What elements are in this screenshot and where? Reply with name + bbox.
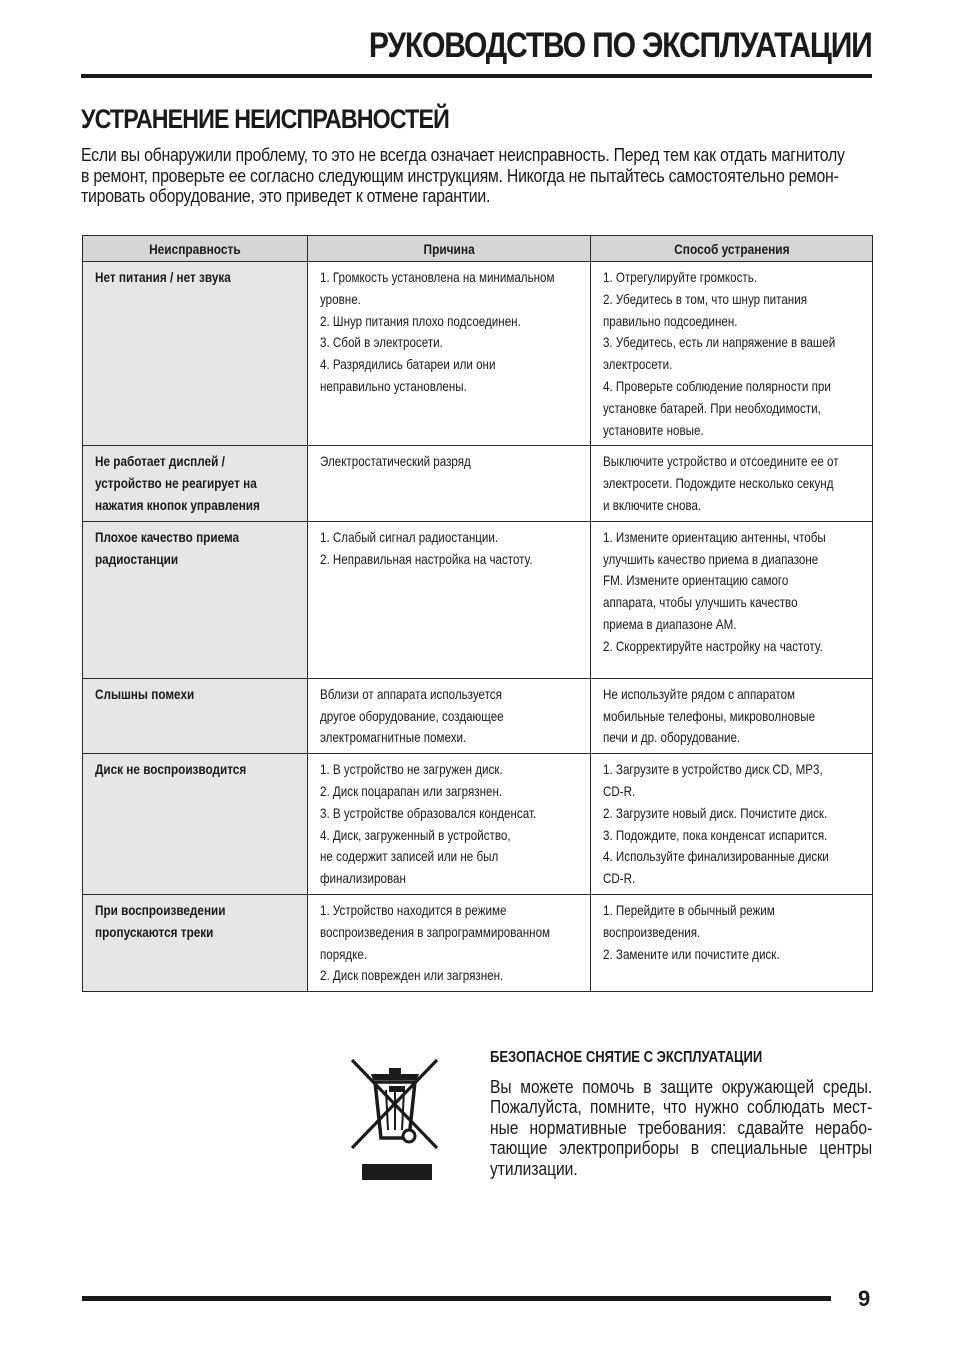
cause-cell-line: 3. Сбой в электросети. [320, 334, 443, 351]
disposal-line: Пожалуйста, помните, что нужно соблюдать мест- [490, 1096, 873, 1118]
cause-cell-line: воспроизведения в запрограммированном [320, 923, 551, 940]
cause-cell-line: 1. Устройство находится в режиме [320, 901, 507, 918]
fault-cell [83, 894, 308, 991]
fix-cell-line: электросети. Подождите несколько секунд [603, 475, 834, 492]
fix-cell-line: 4. Проверьте соблюдение полярности при [603, 377, 831, 394]
fix-cell-line: электросети. [603, 356, 673, 373]
fault-cell-line: нажатия кнопок управления [95, 496, 260, 513]
table-row [83, 754, 873, 895]
disposal-line: Вы можете помочь в защите окружающей среды. [490, 1076, 873, 1097]
fix-cell-line: FM. Измените ориентацию самого [603, 572, 789, 589]
fix-cell-line: аппарата, чтобы улучшить качество [603, 594, 798, 611]
fix-cell-line: воспроизведения. [603, 923, 701, 940]
table-header-row [83, 236, 873, 262]
fault-cell [83, 754, 308, 895]
disposal-title: БЕЗОПАСНОЕ СНЯТИЕ С ЭКСПЛУАТАЦИИ [490, 1049, 763, 1066]
fix-cell [591, 521, 873, 678]
fault-cell-line: Плохое качество приема [95, 528, 240, 545]
fault-cell [83, 678, 308, 753]
intro-line: тировать оборудование, это приведет к отмене гарантии. [81, 185, 491, 206]
cause-cell-line: 1. Слабый сигнал радиостанции. [320, 528, 499, 545]
cause-cell-line: 4. Диск, загруженный в устройство, [320, 826, 511, 843]
crossed-out-wheelie-bin-icon [349, 1056, 441, 1188]
disposal-line: ные нормативные требования: сдавайте нерабо- [490, 1116, 873, 1138]
column-header-fix: Способ устранения [591, 236, 873, 262]
cause-cell-line: 4. Разрядились батареи или они [320, 356, 496, 373]
fix-cell-line: улучшить качество приема в диапазоне [603, 550, 819, 567]
cause-cell-line: 2. Неправильная настройка на частоту. [320, 550, 533, 567]
intro-line: Если вы обнаружили проблему, то это не всегда означает неисправность. Перед тем как отдать магнитолу [81, 144, 845, 165]
disposal-paragraph [490, 1077, 872, 1179]
section-title: УСТРАНЕНИЕ НЕИСПРАВНОСТЕЙ [81, 104, 449, 134]
fix-cell [591, 262, 873, 446]
cause-cell-line: 2. Диск поцарапан или загрязнен. [320, 782, 503, 799]
fault-cell-line: пропускаются треки [95, 923, 214, 940]
footer-divider [82, 1296, 831, 1301]
page-header-title: РУКОВОДСТВО ПО ЭКСПЛУАТАЦИИ [369, 26, 872, 65]
cause-cell-line: порядке. [320, 945, 368, 962]
cause-cell-line: электромагнитные помехи. [320, 729, 467, 746]
fault-cell-line: Слышны помехи [95, 685, 195, 702]
fix-cell-line: установите новые. [603, 421, 704, 438]
cause-cell-line: Вблизи от аппарата используется [320, 685, 502, 702]
fix-cell [591, 678, 873, 753]
fault-cell [83, 521, 308, 678]
fix-cell-line: Не используйте рядом с аппаратом [603, 685, 796, 702]
cause-cell-line: 1. Громкость установлена на минимальном [320, 269, 555, 285]
intro-line: в ремонт, проверьте ее согласно следующим инструкциям. Никогда не пытайтесь самостоятельно ремон- [81, 164, 839, 186]
header-divider [81, 74, 872, 78]
fix-cell [591, 446, 873, 521]
fault-cell [83, 262, 308, 446]
cause-cell [308, 446, 591, 521]
fix-cell-line: CD-R. [603, 870, 636, 887]
table-row [83, 262, 873, 446]
fix-cell-line: печи и др. оборудование. [603, 729, 741, 746]
fix-cell-line: 1. Загрузите в устройство диск CD, MP3, [603, 761, 823, 778]
fix-cell [591, 754, 873, 895]
cause-cell [308, 521, 591, 678]
cause-cell-line: не содержит записей или не был [320, 848, 499, 865]
cause-cell-line: 1. В устройство не загружен диск. [320, 761, 503, 778]
table-row [83, 446, 873, 521]
page-number: 9 [858, 1286, 871, 1311]
troubleshooting-table [82, 235, 873, 992]
cause-cell-line: другое оборудование, создающее [320, 707, 504, 724]
fault-cell-line: При воспроизведении [95, 901, 226, 918]
cause-cell-line: неправильно установлены. [320, 377, 467, 394]
disposal-line: тающие электроприборы в специальные центры [490, 1137, 873, 1159]
fix-cell-line: приема в диапазоне AM. [603, 615, 737, 632]
table-row [83, 894, 873, 991]
cause-cell-line: 2. Диск поврежден или загрязнен. [320, 967, 504, 984]
cause-cell-line: финализирован [320, 870, 406, 887]
disposal-line: утилизации. [490, 1157, 578, 1179]
fault-cell-line: Нет питания / нет звука [95, 269, 231, 285]
fault-cell [83, 446, 308, 521]
cause-cell-line: уровне. [320, 290, 361, 307]
table-row [83, 521, 873, 678]
cause-cell-line: 3. В устройстве образовался конденсат. [320, 804, 537, 821]
cause-cell [308, 754, 591, 895]
fault-cell-line: устройство не реагирует на [95, 475, 257, 492]
fix-cell-line: 1. Перейдите в обычный режим [603, 901, 775, 918]
fix-cell-line: 4. Используйте финализированные диски [603, 848, 829, 865]
fix-cell-line: 3. Подождите, пока конденсат испарится. [603, 826, 828, 843]
fix-cell-line: установке батарей. При необходимости, [603, 399, 821, 416]
fix-cell-line: CD-R. [603, 782, 636, 799]
cause-cell [308, 894, 591, 991]
fix-cell-line: правильно подсоединен. [603, 312, 738, 329]
table-row [83, 678, 873, 753]
fix-cell-line: 1. Отрегулируйте громкость. [603, 269, 758, 285]
fix-cell-line: и включите снова. [603, 496, 702, 513]
fix-cell-line: 2. Замените или почистите диск. [603, 945, 780, 962]
fix-cell-line: 2. Скорректируйте настройку на частоту. [603, 637, 823, 654]
column-header-fault: Неисправность [83, 236, 308, 262]
fix-cell [591, 894, 873, 991]
cause-cell-line: 2. Шнур питания плохо подсоединен. [320, 312, 521, 329]
fault-cell-line: Диск не воспроизводится [95, 761, 247, 778]
fix-cell-line: 2. Загрузите новый диск. Почистите диск. [603, 804, 828, 821]
fix-cell-line: 2. Убедитесь в том, что шнур питания [603, 290, 807, 307]
intro-paragraph [81, 145, 870, 207]
fix-cell-line: Выключите устройство и отсоедините ее от [603, 453, 839, 470]
cause-cell [308, 262, 591, 446]
fault-cell-line: радиостанции [95, 550, 179, 567]
cause-cell-line: Электростатический разряд [320, 453, 471, 470]
fault-cell-line: Не работает дисплей / [95, 453, 225, 470]
fix-cell-line: 3. Убедитесь, есть ли напряжение в вашей [603, 334, 836, 351]
fix-cell-line: 1. Измените ориентацию антенны, чтобы [603, 528, 826, 545]
cause-cell [308, 678, 591, 753]
fix-cell-line: мобильные телефоны, микроволновые [603, 707, 816, 724]
column-header-cause: Причина [308, 236, 591, 262]
